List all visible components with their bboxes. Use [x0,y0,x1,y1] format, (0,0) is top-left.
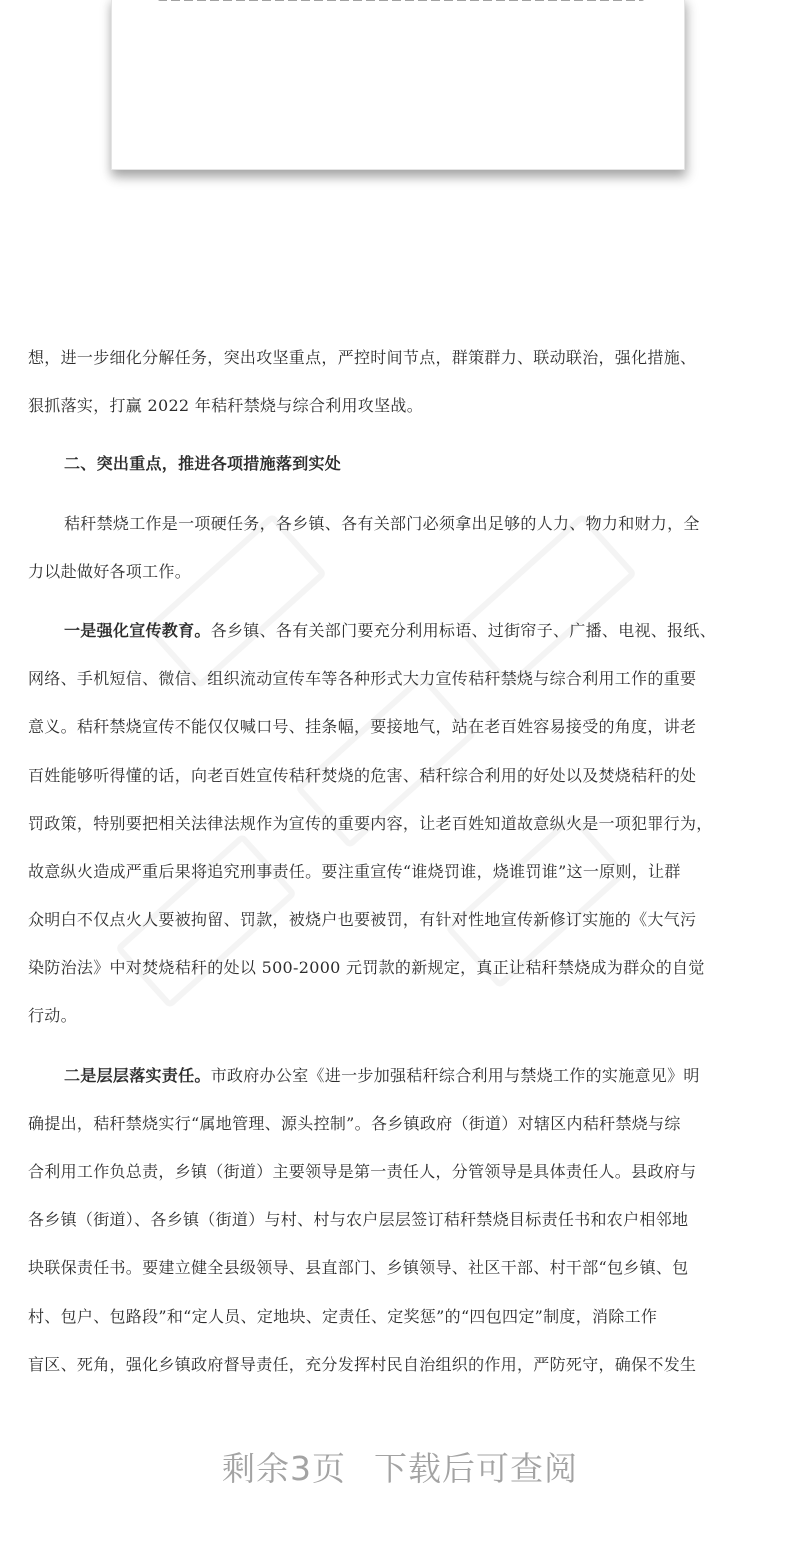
paragraph-line: 网络、手机短信、微信、组织流动宣传车等各种形式大力宣传秸秆禁烧与综合利用工作的重要 [28,669,697,689]
paragraph-text: 各乡镇、各有关部门要充分利用标语、过街帘子、广播、电视、报纸、 [210,620,717,640]
paragraph-line: 罚政策，特别要把相关法律法规作为宣传的重要内容，让老百姓知道故意纵火是一项犯罪行为， [28,813,713,833]
remaining-pages-label: 剩余3页 [222,1449,346,1488]
paragraph-line: 想，进一步细化分解任务，突出攻坚重点，严控时间节点，群策群力、联动联治，强化措施、 [28,348,697,367]
paragraph-line: 行动。 [28,1006,77,1026]
paragraph-text: 市政府办公室《进一步加强秸秆综合利用与禁烧工作的实施意见》明 [210,1065,700,1085]
download-action-label: 下载后可查阅 [374,1449,578,1488]
document-body [28,334,774,1389]
paragraph-line: 意义。秸秆禁烧宣传不能仅仅喊口号、挂条幅，要接地气，站在老百姓容易接受的角度，讲老 [28,717,697,737]
paragraph-first-line [28,607,774,655]
paragraph-line: 秸秆禁烧工作是一项硬任务，各乡镇、各有关部门必须拿出足够的人力、物力和财力，全 [64,513,700,533]
item-title: 二是层层落实责任。 [64,1065,211,1085]
paragraph-line: 染防治法》中对焚烧秸秆的处以 500-2000 元罚款的新规定，真正让秸秆禁烧成为群众的自觉 [28,958,705,978]
paragraph-line: 确提出，秸秆禁烧实行“属地管理、源头控制”。各乡镇政府（街道）对辖区内秸秆禁烧与综 [28,1113,681,1133]
paragraph-line: 各乡镇（街道）、各乡镇（街道）与村、村与农户层层签订秸秆禁烧目标责任书和农户相邻地 [28,1210,689,1230]
paragraph-line: 狠抓落实，打赢 2022 年秸秆禁烧与综合利用攻坚战。 [28,396,423,416]
paragraph-line: 力以赴做好各项工作。 [28,561,192,581]
paragraph-line: 众明白不仅点火人要被拘留、罚款，被烧户也要被罚，有针对性地宣传新修订实施的《大气污 [28,910,697,930]
download-to-read-more[interactable] [0,1443,800,1490]
paragraph-line: 盲区、死角，强化乡镇政府督导责任，充分发挥村民自治组织的作用，严防死守，确保不发生 [28,1354,697,1374]
paragraph-line: 故意纵火造成严重后果将追究刑事责任。要注重宣传“谁烧罚谁，烧谁罚谁”这一原则，让群 [28,861,681,881]
previous-page-card [111,0,685,170]
paragraph-line: 合利用工作负总责，乡镇（街道）主要领导是第一责任人，分管领导是具体责任人。县政府与 [28,1162,697,1181]
paragraph-line: 百姓能够听得懂的话，向老百姓宣传秸秆焚烧的危害、秸秆综合利用的好处以及焚烧秸秆的处 [28,765,697,785]
paragraph-first-line [28,1052,774,1100]
paragraph-line: 块联保责任书。要建立健全县级领导、县直部门、乡镇领导、社区干部、村干部“包乡镇、包 [28,1258,689,1278]
section-heading: 二、突出重点，推进各项措施落到实处 [64,454,342,474]
item-title: 一是强化宣传教育。 [64,620,211,640]
previous-page-cut-text [158,0,644,1]
paragraph-line: 村、包户、包路段”和“定人员、定地块、定责任、定奖惩”的“四包四定”制度，消除工作 [28,1306,658,1326]
